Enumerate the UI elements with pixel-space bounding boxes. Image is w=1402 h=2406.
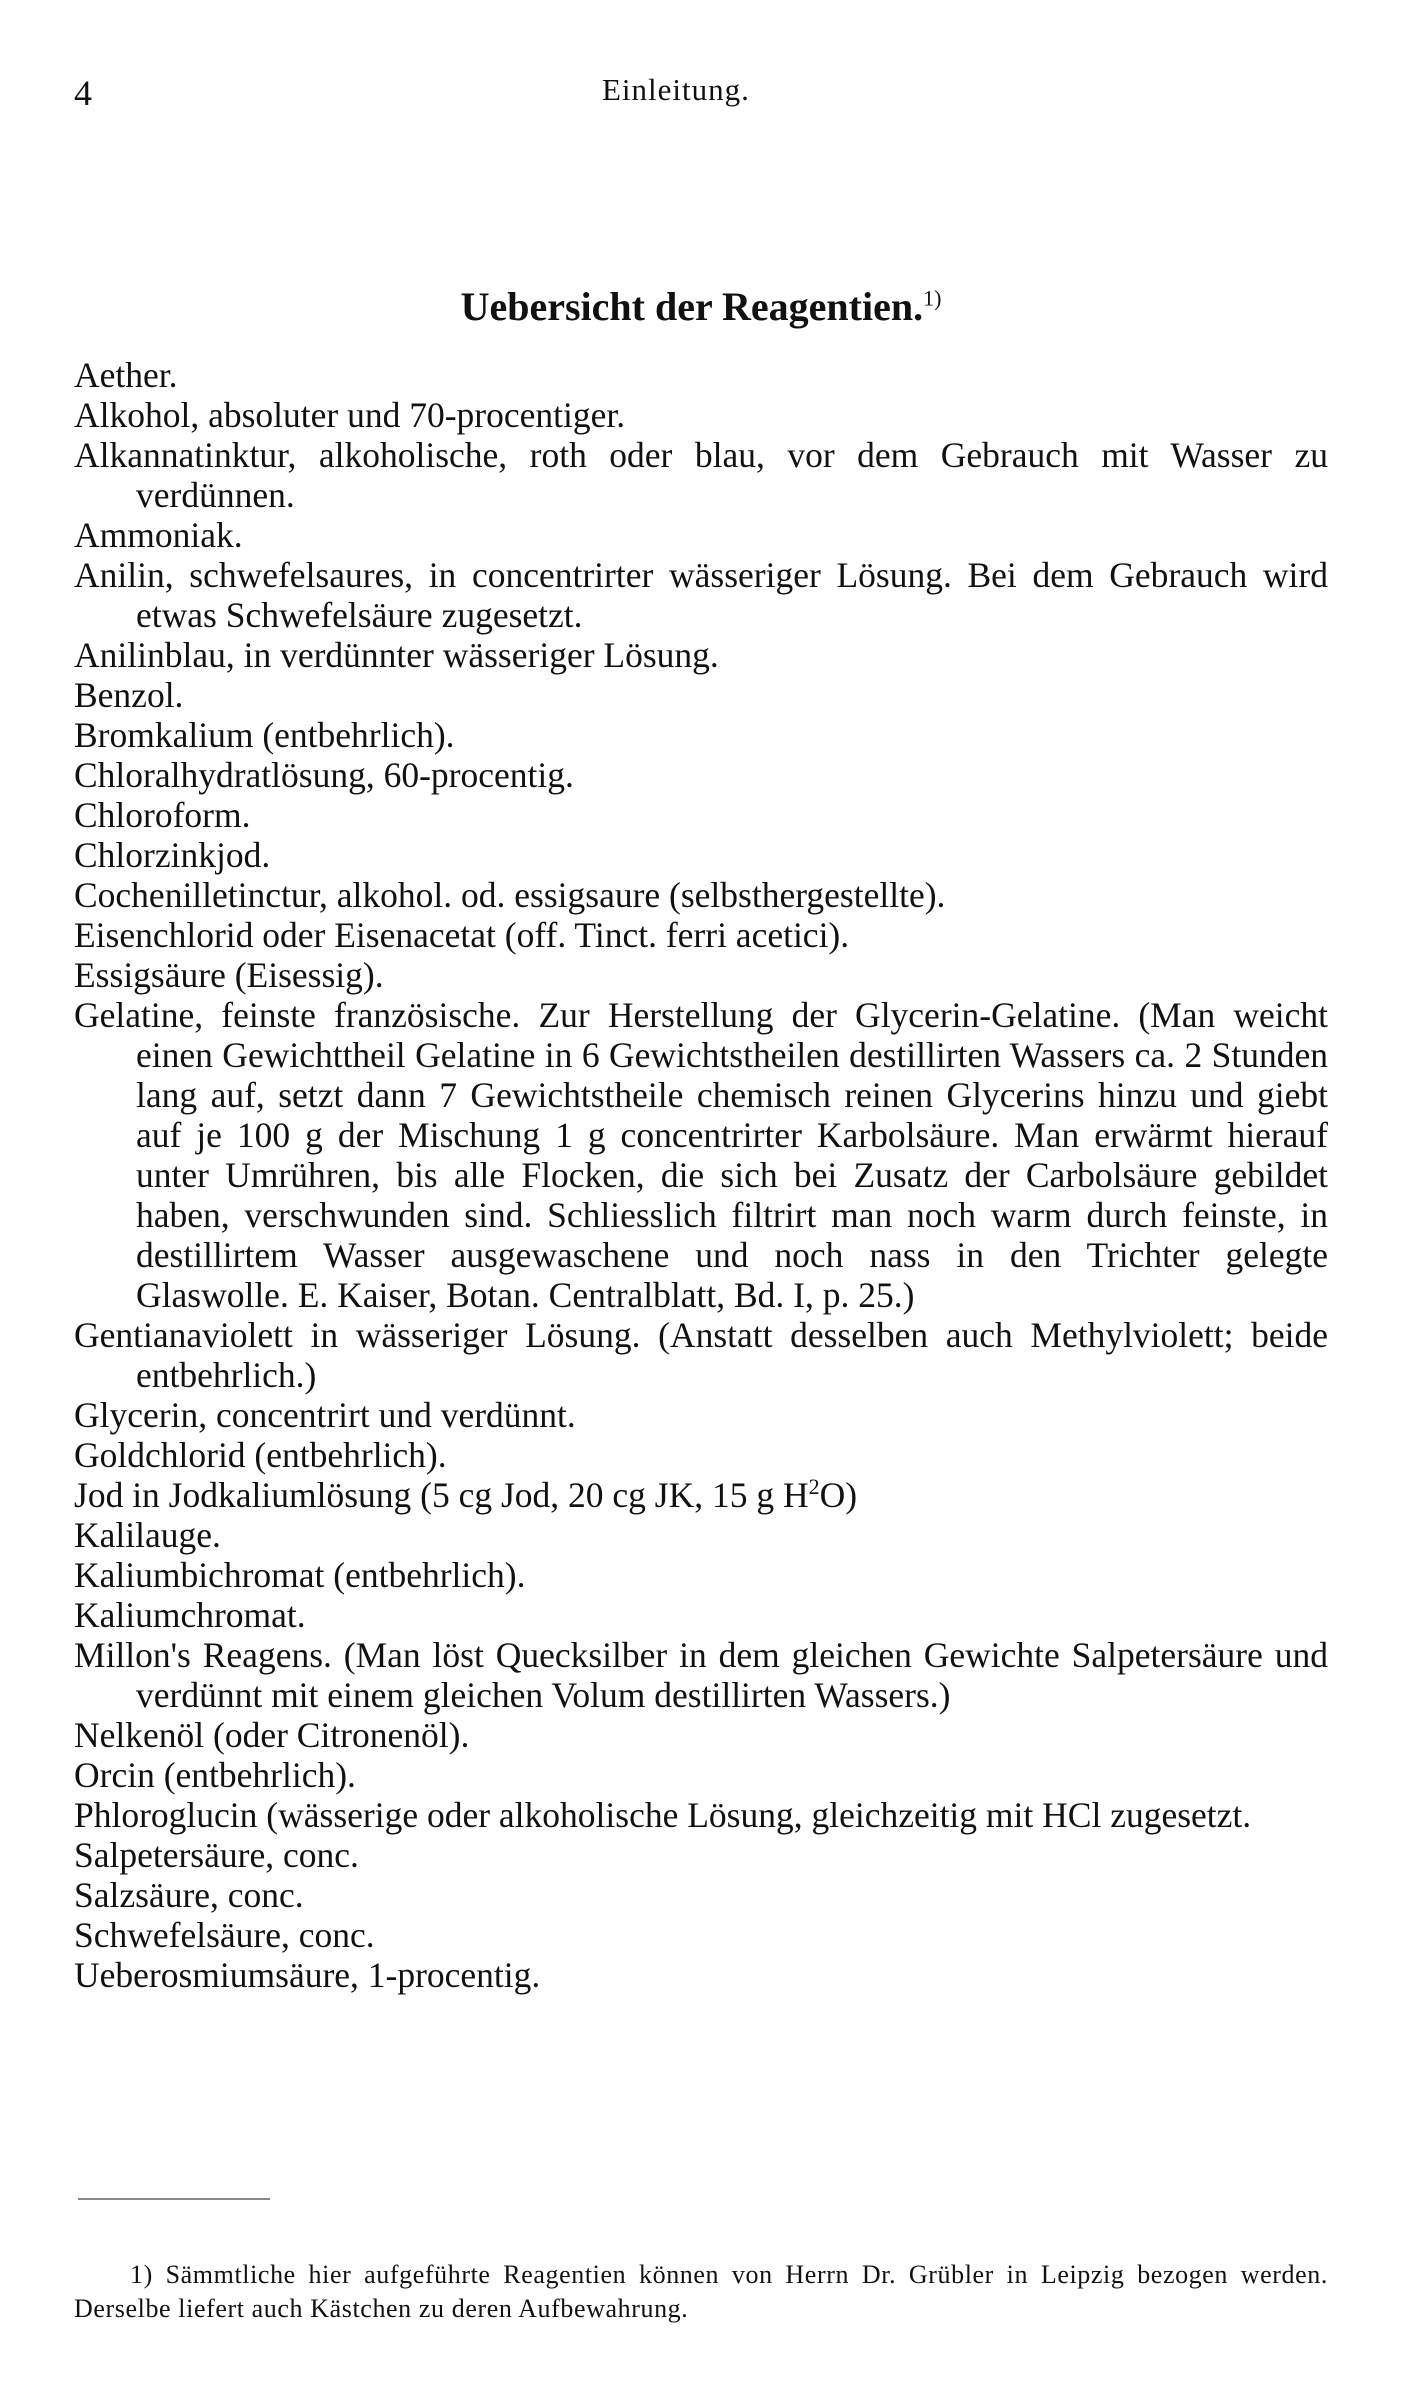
- heading-footnote-marker: 1): [923, 285, 942, 311]
- reagent-entry: Essigsäure (Eisessig).: [74, 955, 384, 995]
- page-number: 4: [74, 73, 92, 113]
- reagent-entry: Anilinblau, in verdünnter wässeriger Lösung.: [74, 635, 719, 675]
- reagent-entry: Salpetersäure, conc.: [74, 1835, 359, 1875]
- jod-text-before: Jod in Jodkaliumlösung (5 cg Jod, 20 cg JK, 15 g H: [74, 1475, 809, 1515]
- reagent-entry: Bromkalium (entbehrlich).: [74, 715, 455, 755]
- reagent-entry: Cochenilletinctur, alkohol. od. essigsaure (selbsthergestellte).: [74, 875, 946, 915]
- reagent-entry: Ammoniak.: [74, 515, 243, 555]
- reagent-entry: Chloralhydratlösung, 60-procentig.: [74, 755, 574, 795]
- reagent-entry: Ueberosmiumsäure, 1-procentig.: [74, 1955, 541, 1995]
- reagent-entry: Phloroglucin (wässerige oder alkoholische Lösung, gleichzeitig mit HCl zugesetzt.: [74, 1795, 1252, 1835]
- reagent-entry: Gentianaviolett in wässeriger Lösung. (Anstatt desselben auch Methylviolett; beide entbehrlich.): [74, 1315, 1328, 1395]
- section-heading: [0, 283, 1402, 330]
- reagent-entry: Chloroform.: [74, 795, 251, 835]
- reagent-entry: Gelatine, feinste französische. Zur Herstellung der Glycerin-Gelatine. (Man weicht einen Gewichttheil Gelatine in 6 Gewichtstheilen destillirten Wassers ca. 2 Stunden lang auf, setzt dann 7 Gewichtstheile chemisch reinen Glycerins hinzu und giebt auf je 100 g der Mischung 1 g concentrirter Karbolsäure. Man erwärmt hierauf unter Umrühren, bis alle Flocken, die sich bei Zusatz der Carbolsäure gebildet haben, verschwunden sind. Schliesslich filtrirt man noch warm durch feinste, in destillirtem Wasser ausgewaschene und noch nass in den Trichter gelegte Glaswolle. E. Kaiser, Botan. Centralblatt, Bd. I, p. 25.): [74, 995, 1328, 1315]
- running-head: [74, 72, 1328, 122]
- reagent-entry: Chlorzinkjod.: [74, 835, 271, 875]
- reagent-entry: Eisenchlorid oder Eisenacetat (off. Tinct. ferri acetici).: [74, 915, 850, 955]
- jod-superscript: 2: [808, 1474, 820, 1500]
- heading-text: Uebersicht der Reagentien.: [460, 284, 924, 329]
- reagent-entry: Salzsäure, conc.: [74, 1875, 304, 1915]
- reagent-entry: Aether.: [74, 355, 178, 395]
- reagent-list: [74, 355, 1328, 1995]
- reagent-entry: Kalilauge.: [74, 1515, 221, 1555]
- reagent-entry: Alkannatinktur, alkoholische, roth oder blau, vor dem Gebrauch mit Wasser zu verdünnen.: [74, 435, 1328, 515]
- reagent-entry: Alkohol, absoluter und 70-procentiger.: [74, 395, 626, 435]
- footnote: [74, 2258, 1328, 2326]
- reagent-entry-jod: [74, 1475, 1328, 1515]
- reagent-entry: Benzol.: [74, 675, 184, 715]
- reagent-entry: Nelkenöl (oder Citronenöl).: [74, 1715, 470, 1755]
- reagent-entry: Millon's Reagens. (Man löst Quecksilber in dem gleichen Gewichte Salpetersäure und verdünnt mit einem gleichen Volum destillirten Wassers.): [74, 1635, 1328, 1715]
- reagent-entry: Schwefelsäure, conc.: [74, 1915, 375, 1955]
- footnote-text: Sämmtliche hier aufgeführte Reagentien können von Herrn Dr. Grübler in Leipzig bezogen werden. Derselbe liefert auch Kästchen zu deren Aufbewahrung.: [74, 2260, 1328, 2323]
- jod-text-after: O): [819, 1475, 858, 1515]
- reagent-entry: Anilin, schwefelsaures, in concentrirter wässeriger Lösung. Bei dem Gebrauch wird etwas Schwefelsäure zugesetzt.: [74, 555, 1328, 635]
- footnote-divider: [78, 2198, 270, 2200]
- footnote-marker: 1): [130, 2260, 153, 2289]
- reagent-entry: Glycerin, concentrirt und verdünnt.: [74, 1395, 576, 1435]
- reagent-entry: Kaliumbichromat (entbehrlich).: [74, 1555, 526, 1595]
- running-title: Einleitung.: [602, 72, 750, 107]
- reagent-entry: Orcin (entbehrlich).: [74, 1755, 356, 1795]
- reagent-entry: Goldchlorid (entbehrlich).: [74, 1435, 447, 1475]
- reagent-entry: Kaliumchromat.: [74, 1595, 306, 1635]
